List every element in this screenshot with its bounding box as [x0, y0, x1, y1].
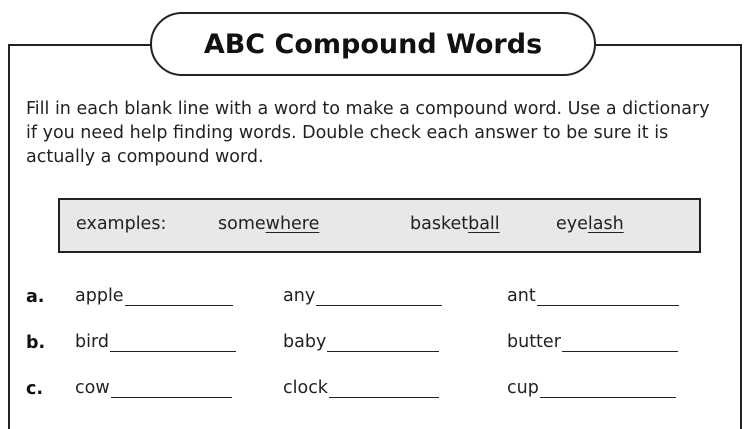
word-start: cup: [507, 378, 539, 398]
row-letter: c.: [26, 379, 44, 399]
word-start: ant: [507, 286, 536, 306]
example-first-part: basket: [410, 214, 469, 234]
example-second-part: lash: [587, 214, 624, 234]
page-title: ABC Compound Words: [203, 28, 543, 60]
examples-label: examples:: [76, 214, 167, 234]
compound-item: [75, 332, 236, 352]
example-word: [410, 214, 500, 234]
word-start: any: [283, 286, 316, 306]
example-second-part: where: [265, 214, 320, 234]
word-start: clock: [283, 378, 328, 398]
answer-blank[interactable]: [562, 333, 678, 352]
row-letter: a.: [26, 287, 45, 307]
answer-blank[interactable]: [540, 379, 676, 398]
compound-item: [283, 378, 439, 398]
compound-item: [507, 286, 679, 306]
answer-blank[interactable]: [111, 379, 232, 398]
answer-blank[interactable]: [329, 379, 439, 398]
example-word: [218, 214, 319, 234]
answer-blank[interactable]: [537, 287, 679, 306]
title-banner: [150, 12, 596, 76]
row-letter: b.: [26, 333, 46, 353]
answer-blank[interactable]: [125, 287, 233, 306]
answer-blank[interactable]: [316, 287, 442, 306]
word-start: baby: [283, 332, 327, 352]
compound-item: [75, 378, 232, 398]
examples-box: [58, 198, 701, 253]
word-start: apple: [75, 286, 124, 306]
example-second-part: ball: [468, 214, 500, 234]
compound-item: [283, 286, 442, 306]
compound-item: [283, 332, 439, 352]
answer-blank[interactable]: [327, 333, 439, 352]
compound-item: [75, 286, 233, 306]
word-start: bird: [75, 332, 109, 352]
compound-item: [507, 332, 678, 352]
word-start: cow: [75, 378, 110, 398]
instructions-text: Fill in each blank line with a word to make a compound word. Use a dictionary if you need help finding words. Double check each answer to be sure it is actually a compound word.: [26, 99, 710, 167]
answer-blank[interactable]: [110, 333, 236, 352]
example-first-part: eye: [556, 214, 588, 234]
example-first-part: some: [218, 214, 266, 234]
example-word: [556, 214, 624, 234]
compound-item: [507, 378, 676, 398]
word-start: butter: [507, 332, 561, 352]
